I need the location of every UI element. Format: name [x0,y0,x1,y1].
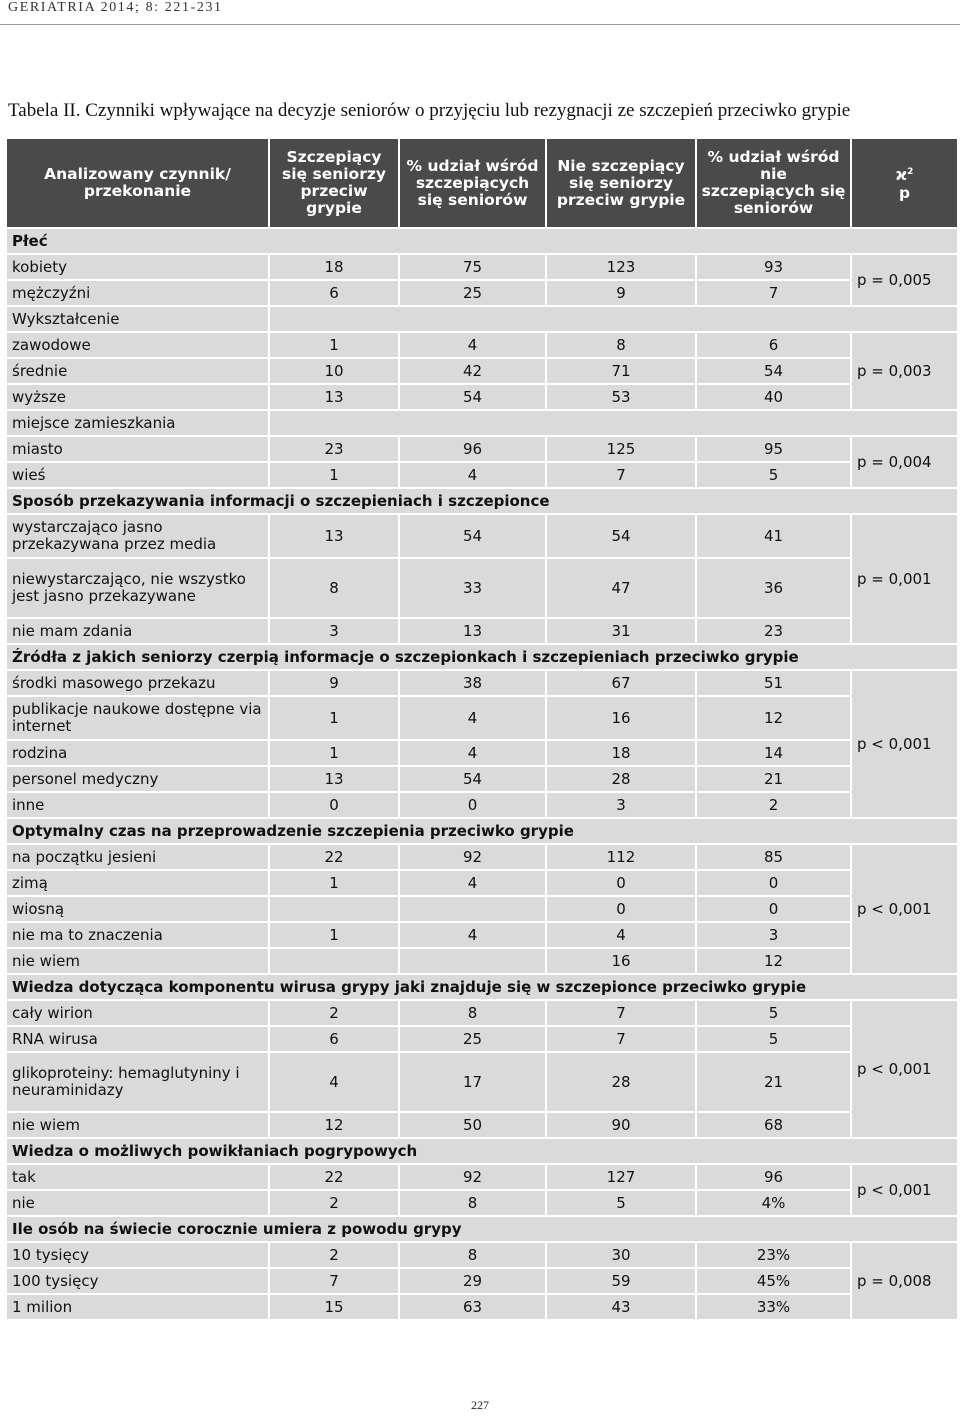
cell: 14 [696,740,851,766]
cell: 1 [269,332,399,358]
table-row [6,1000,958,1026]
cell: 7 [546,462,696,488]
p-value: p = 0,005 [851,254,958,306]
cell: 8 [546,332,696,358]
table-row [6,514,958,558]
cell: 53 [546,384,696,410]
cell: 4 [399,922,546,948]
table-row [6,1242,958,1268]
row-label: glikoproteiny: hemaglutyniny i neuraminidazy [6,1052,269,1112]
header-rule [0,24,960,25]
cell [269,896,399,922]
table-row [6,740,958,766]
cell: 47 [546,558,696,618]
cell: 36 [696,558,851,618]
table-caption: Tabela II. Czynniki wpływające na decyzje seniorów o przyjęciu lub rezygnacji ze szczepień przeciwko grypie [8,100,851,121]
section-title: Wiedza o możliwych powikłaniach pogrypowych [6,1138,958,1164]
section-row [6,1216,958,1242]
cell: 96 [696,1164,851,1190]
p-value: p = 0,004 [851,436,958,488]
row-label: mężczyźni [6,280,269,306]
cell: 93 [696,254,851,280]
header-unvaccinated: Nie szczepiący się seniorzy przeciw grypie [546,138,696,228]
section-row [6,1138,958,1164]
table-row [6,462,958,488]
row-label: środki masowego przekazu [6,670,269,696]
p-value: p < 0,001 [851,670,958,818]
cell: 0 [696,896,851,922]
row-label: kobiety [6,254,269,280]
cell: 96 [399,436,546,462]
cell: 4 [399,696,546,740]
table-row [6,1190,958,1216]
cell: 8 [399,1000,546,1026]
cell: 25 [399,1026,546,1052]
cell: 4 [546,922,696,948]
cell: 18 [546,740,696,766]
section-title: Sposób przekazywania informacji o szczepieniach i szczepionce [6,488,958,514]
section-row [6,488,958,514]
row-label: wystarczająco jasno przekazywana przez media [6,514,269,558]
cell: 6 [269,280,399,306]
cell: 15 [269,1294,399,1320]
row-label: RNA wirusa [6,1026,269,1052]
cell: 16 [546,948,696,974]
cell: 54 [696,358,851,384]
section-title: Wiedza dotycząca komponentu wirusa grypy jaki znajduje się w szczepionce przeciwko grypie [6,974,958,1000]
cell: 2 [269,1190,399,1216]
cell [399,948,546,974]
cell: 6 [696,332,851,358]
table-row [6,280,958,306]
cell: 22 [269,844,399,870]
section-title: Ile osób na świecie corocznie umiera z powodu grypy [6,1216,958,1242]
cell: 3 [269,618,399,644]
row-label: rodzina [6,740,269,766]
cell: 67 [546,670,696,696]
header-factor: Analizowany czynnik/ przekonanie [6,138,269,228]
table-row [6,896,958,922]
table-row [6,1164,958,1190]
table-row [6,870,958,896]
cell: 92 [399,844,546,870]
cell: 3 [696,922,851,948]
cell: 16 [546,696,696,740]
cell: 71 [546,358,696,384]
row-label: tak [6,1164,269,1190]
journal-header: GERIATRIA 2014; 8: 221-231 [8,0,223,15]
cell: 127 [546,1164,696,1190]
cell: 18 [269,254,399,280]
cell: 30 [546,1242,696,1268]
table-row [6,1052,958,1112]
cell: 51 [696,670,851,696]
cell: 33 [399,558,546,618]
p-value: p < 0,001 [851,1000,958,1138]
row-label: publikacje naukowe dostępne via internet [6,696,269,740]
section-row [6,644,958,670]
header-row [6,138,958,228]
row-label: średnie [6,358,269,384]
row-label: personel medyczny [6,766,269,792]
cell: 7 [269,1268,399,1294]
cell: 5 [696,462,851,488]
table-row [6,358,958,384]
cell: 29 [399,1268,546,1294]
table-row [6,696,958,740]
row-label: na początku jesieni [6,844,269,870]
cell: 13 [269,766,399,792]
cell: 12 [269,1112,399,1138]
cell: 1 [269,922,399,948]
section-title: miejsce zamieszkania [6,410,269,436]
section-title: Wykształcenie [6,306,269,332]
cell: 13 [269,514,399,558]
cell: 1 [269,696,399,740]
cell: 92 [399,1164,546,1190]
cell: 1 [269,870,399,896]
cell: 4 [269,1052,399,1112]
cell: 8 [399,1190,546,1216]
table-row [6,436,958,462]
row-label: wyższe [6,384,269,410]
row-label: zawodowe [6,332,269,358]
row-label: zimą [6,870,269,896]
section-row [6,306,958,332]
cell: 54 [399,514,546,558]
header-chi-square [851,138,958,228]
cell: 45% [696,1268,851,1294]
cell: 7 [696,280,851,306]
row-label: 100 tysięcy [6,1268,269,1294]
cell: 54 [546,514,696,558]
cell: 12 [696,696,851,740]
cell: 22 [269,1164,399,1190]
cell: 5 [696,1000,851,1026]
cell: 123 [546,254,696,280]
p-value: p = 0,003 [851,332,958,410]
cell: 23 [269,436,399,462]
row-label: 10 tysięcy [6,1242,269,1268]
cell: 2 [269,1242,399,1268]
cell: 9 [269,670,399,696]
section-row [6,410,958,436]
cell: 1 [269,740,399,766]
table-row [6,1112,958,1138]
p-label: p [898,183,911,202]
cell: 2 [696,792,851,818]
cell: 50 [399,1112,546,1138]
cell: 25 [399,280,546,306]
row-label: nie wiem [6,948,269,974]
table-row [6,922,958,948]
table-row [6,558,958,618]
cell: 23 [696,618,851,644]
header-unvaccinated-percent: % udział wśród nie szczepiących się seniorów [696,138,851,228]
cell [269,948,399,974]
table-row [6,332,958,358]
chi-superscript: 2 [907,167,914,178]
cell: 54 [399,384,546,410]
table-row [6,792,958,818]
cell: 7 [546,1000,696,1026]
section-row [6,228,958,254]
cell: 42 [399,358,546,384]
cell: 3 [546,792,696,818]
cell: 31 [546,618,696,644]
cell: 10 [269,358,399,384]
section-row [6,974,958,1000]
cell: 21 [696,766,851,792]
chi-symbol: ϰ [895,166,908,185]
cell: 4 [399,870,546,896]
data-table [5,137,959,1321]
cell: 40 [696,384,851,410]
cell: 0 [269,792,399,818]
cell: 13 [399,618,546,644]
cell: 54 [399,766,546,792]
cell: 0 [399,792,546,818]
cell: 85 [696,844,851,870]
cell: 12 [696,948,851,974]
row-label: cały wirion [6,1000,269,1026]
row-label: miasto [6,436,269,462]
cell: 0 [696,870,851,896]
table-row [6,1026,958,1052]
cell: 5 [546,1190,696,1216]
header-vaccinated: Szczepiący się seniorzy przeciw grypie [269,138,399,228]
cell: 17 [399,1052,546,1112]
p-value: p = 0,008 [851,1242,958,1320]
cell: 75 [399,254,546,280]
section-title: Źródła z jakich seniorzy czerpią informacje o szczepionkach i szczepieniach przeciwko grypie [6,644,958,670]
table-row [6,1294,958,1320]
table-row [6,384,958,410]
table-row [6,948,958,974]
empty-cell [269,306,958,332]
cell: 1 [269,462,399,488]
p-value: p = 0,001 [851,514,958,644]
section-title: Optymalny czas na przeprowadzenie szczepienia przeciwko grypie [6,818,958,844]
cell: 28 [546,1052,696,1112]
cell [399,896,546,922]
table-row [6,766,958,792]
row-label: wiosną [6,896,269,922]
cell: 4% [696,1190,851,1216]
cell: 0 [546,870,696,896]
cell: 90 [546,1112,696,1138]
row-label: nie wiem [6,1112,269,1138]
cell: 112 [546,844,696,870]
header-vaccinated-percent: % udział wśród szczepiących się seniorów [399,138,546,228]
cell: 68 [696,1112,851,1138]
cell: 2 [269,1000,399,1026]
row-label: nie mam zdania [6,618,269,644]
cell: 4 [399,462,546,488]
table-row [6,670,958,696]
table-row [6,1268,958,1294]
cell: 7 [546,1026,696,1052]
table-row [6,618,958,644]
cell: 21 [696,1052,851,1112]
cell: 38 [399,670,546,696]
cell: 9 [546,280,696,306]
table-row [6,254,958,280]
cell: 23% [696,1242,851,1268]
p-value: p < 0,001 [851,1164,958,1216]
row-label: nie [6,1190,269,1216]
cell: 5 [696,1026,851,1052]
cell: 33% [696,1294,851,1320]
row-label: 1 milion [6,1294,269,1320]
row-label: nie ma to znaczenia [6,922,269,948]
cell: 63 [399,1294,546,1320]
row-label: wieś [6,462,269,488]
p-value: p < 0,001 [851,844,958,974]
cell: 4 [399,332,546,358]
cell: 95 [696,436,851,462]
cell: 41 [696,514,851,558]
cell: 4 [399,740,546,766]
empty-cell [269,410,958,436]
cell: 13 [269,384,399,410]
section-title: Płeć [6,228,958,254]
row-label: niewystarczająco, nie wszystko jest jasno przekazywane [6,558,269,618]
table-row [6,844,958,870]
cell: 8 [399,1242,546,1268]
cell: 6 [269,1026,399,1052]
section-row [6,818,958,844]
cell: 8 [269,558,399,618]
row-label: inne [6,792,269,818]
cell: 28 [546,766,696,792]
cell: 43 [546,1294,696,1320]
cell: 0 [546,896,696,922]
cell: 59 [546,1268,696,1294]
cell: 125 [546,436,696,462]
page-number: 227 [471,1398,489,1412]
